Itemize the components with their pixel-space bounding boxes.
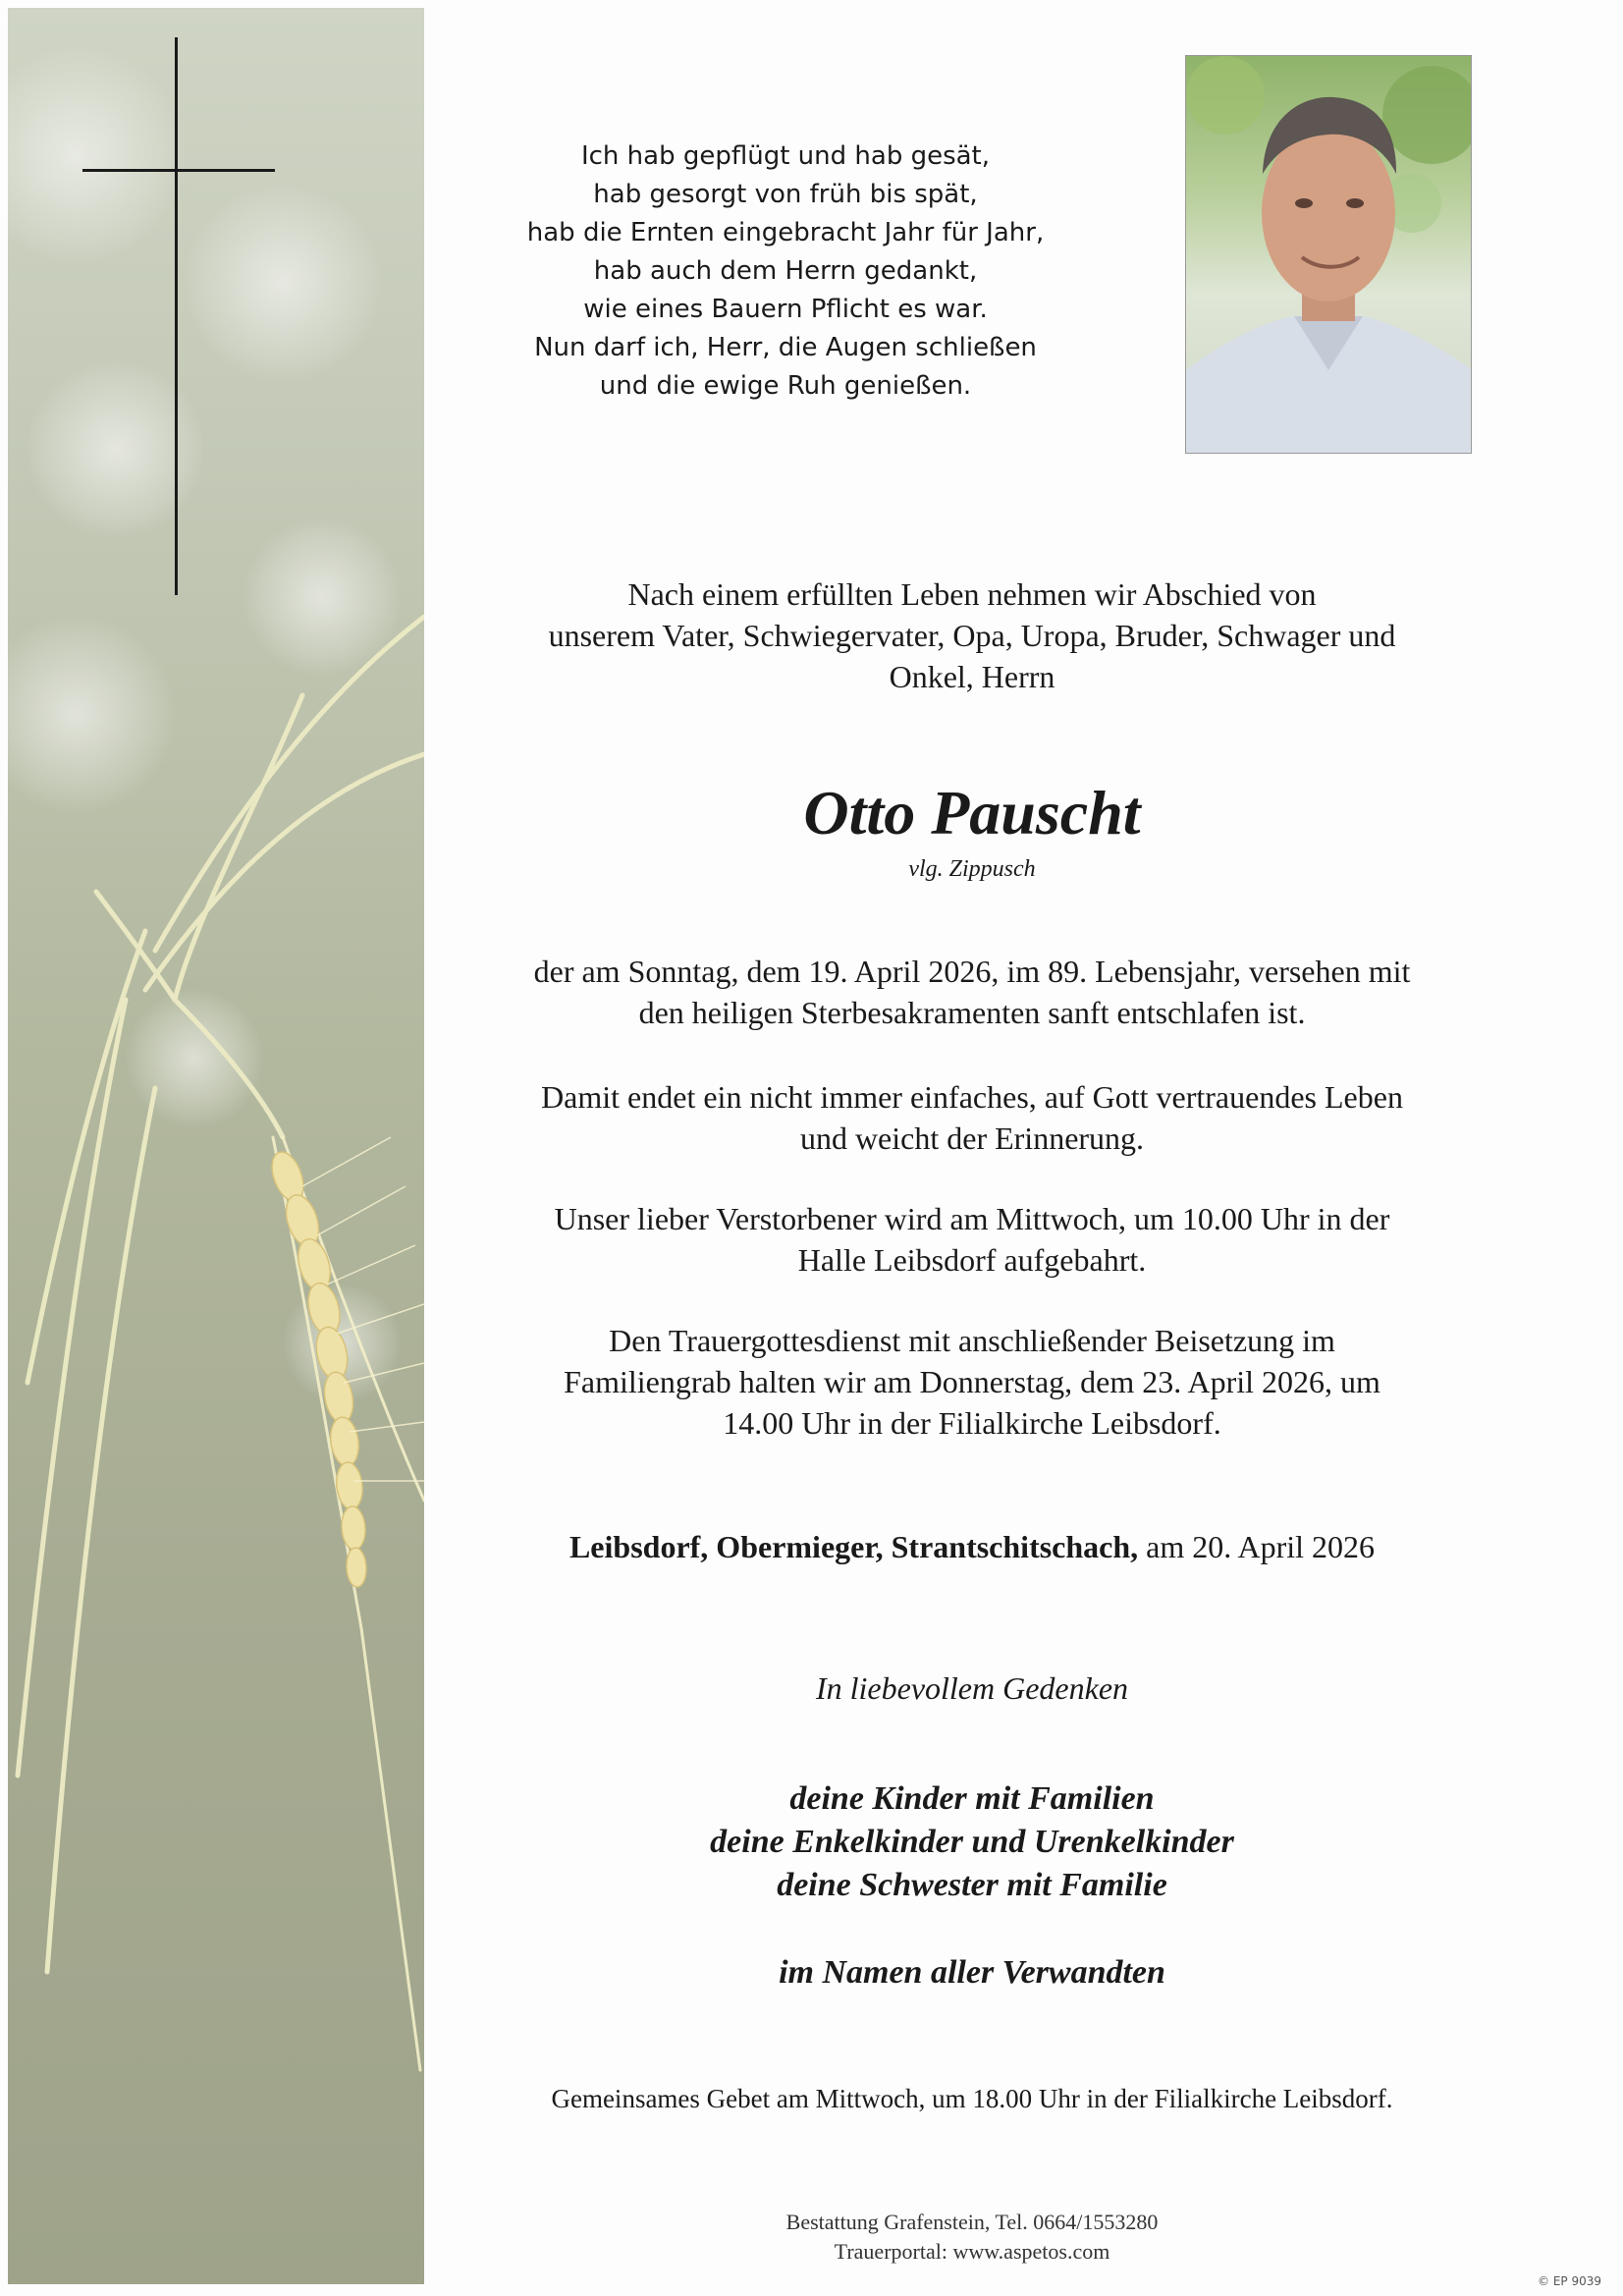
- viewing-line: Unser lieber Verstorbener wird am Mittwoch, um 10.00 Uhr in der: [554, 1201, 1390, 1236]
- death-notice: [422, 951, 1522, 1033]
- mourners: [422, 1777, 1522, 1907]
- wheat-stalks-illustration: [8, 8, 424, 2284]
- viewing-info: [422, 1198, 1522, 1281]
- funeral-line: Familiengrab halten wir am Donnerstag, dem 23. April 2026, um: [564, 1364, 1380, 1399]
- intro-text: [422, 574, 1522, 697]
- cross-icon-horizontal: [82, 169, 275, 172]
- mourner-line: deine Kinder mit Familien: [789, 1780, 1155, 1817]
- mourner-line: deine Schwester mit Familie: [777, 1867, 1167, 1903]
- poem: [491, 137, 1080, 406]
- remembrance-line: In liebevollem Gedenken: [815, 1670, 1129, 1706]
- life-sentence: [422, 1076, 1522, 1159]
- deceased-name: Otto Pauscht: [803, 778, 1141, 847]
- poem-line: Nun darf ich, Herr, die Augen schließen: [534, 333, 1037, 362]
- remembrance: [422, 1667, 1522, 1709]
- funeral-line: 14.00 Uhr in der Filialkirche Leibsdorf.: [723, 1405, 1221, 1441]
- portal-link: Trauerportal: www.aspetos.com: [834, 2239, 1110, 2264]
- life-sentence-line: Damit endet ein nicht immer einfaches, auf Gott vertrauendes Leben: [541, 1079, 1403, 1115]
- portrait-photo: [1185, 55, 1472, 454]
- place-date-line: [422, 1526, 1522, 1567]
- poem-line: und die ewige Ruh genießen.: [599, 371, 972, 401]
- place-date: [422, 1526, 1522, 1567]
- intro-line: Nach einem erfüllten Leben nehmen wir Abschied von: [627, 576, 1317, 612]
- poem-line: hab gesorgt von früh bis spät,: [593, 180, 978, 209]
- funeral-line: Den Trauergottesdienst mit anschließender Beisetzung im: [609, 1323, 1335, 1358]
- death-notice-line: den heiligen Sterbesakramenten sanft entschlafen ist.: [638, 995, 1306, 1030]
- ep-code: © EP 9039: [1538, 2274, 1601, 2288]
- notice-date: am 20. April 2026: [1138, 1529, 1376, 1564]
- portrait-illustration: [1186, 56, 1472, 454]
- poem-line: wie eines Bauern Pflicht es war.: [583, 295, 988, 324]
- undertaker-contact: Bestattung Grafenstein, Tel. 0664/1553280: [785, 2210, 1159, 2234]
- mourner-line: deine Enkelkinder und Urenkelkinder: [710, 1824, 1234, 1860]
- places: Leibsdorf, Obermieger, Strantschitschach,: [568, 1529, 1139, 1564]
- poem-line: hab die Ernten eingebracht Jahr für Jahr,: [526, 218, 1045, 247]
- intro-line: unserem Vater, Schwiegervater, Opa, Uropa, Bruder, Schwager und: [548, 618, 1396, 653]
- relatives-line: im Namen aller Verwandten: [779, 1954, 1165, 1991]
- relatives: [422, 1952, 1522, 1994]
- deceased-vulgo: vlg. Zippusch: [908, 856, 1036, 882]
- poem-line: hab auch dem Herrn gedankt,: [593, 256, 978, 286]
- decorative-wheat-panel: [8, 8, 424, 2284]
- prayer-line: Gemeinsames Gebet am Mittwoch, um 18.00 Uhr in der Filialkirche Leibsdorf.: [551, 2084, 1393, 2113]
- prayer-info: [422, 2078, 1522, 2119]
- poem-line: Ich hab gepflügt und hab gesät,: [580, 141, 991, 171]
- intro-line: Onkel, Herrn: [889, 659, 1055, 694]
- viewing-line: Halle Leibsdorf aufgebahrt.: [797, 1242, 1147, 1278]
- death-notice-line: der am Sonntag, dem 19. April 2026, im 89. Lebensjahr, versehen mit: [533, 954, 1411, 989]
- funeral-info: [422, 1320, 1522, 1444]
- cross-icon-vertical: [175, 37, 178, 595]
- life-sentence-line: und weicht der Erinnerung.: [799, 1121, 1145, 1156]
